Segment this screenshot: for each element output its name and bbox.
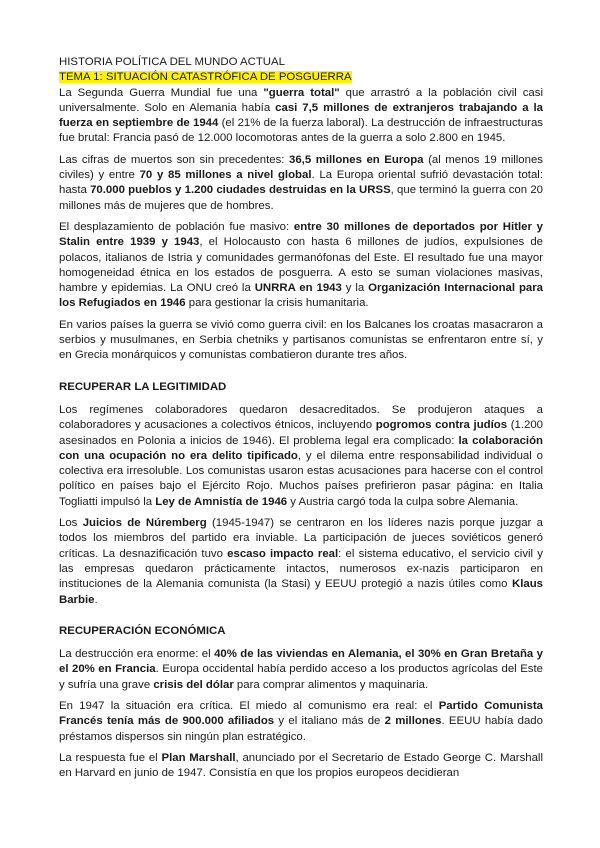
text-run: . La Europa oriental sufrió devastación total: hasta [59, 169, 543, 197]
text-run: (al menos 19 millones civiles) y entre [59, 153, 543, 182]
bold-text: la colaboración con una ocupación no era delito tipificado [59, 434, 544, 462]
bold-text: 70.000 pueblos y 1.200 ciudades destruidas en la URSS [90, 184, 391, 197]
bold-text: UNRRA en 1943 [254, 282, 342, 295]
text-run: En 1947 la situación era crítica. El miedo al comunismo era real: el [59, 699, 439, 712]
document-title: HISTORIA POLÍTICA DEL MUNDO ACTUAL [59, 56, 285, 68]
section-heading: RECUPERAR LA LEGITIMIDAD [59, 380, 227, 393]
sections-block [59, 380, 543, 782]
text-run: El desplazamiento de población fue masivo: [59, 220, 294, 233]
paragraph [59, 153, 543, 214]
bold-text: 40% de las viviendas en Alemania, el 30% en Gran Bretaña y el 20% en Francia [59, 648, 544, 676]
bold-text: 70 y 85 millones a nivel global [139, 169, 312, 182]
text-run: (1945-1947) se centraron en los líderes nazis porque juzgar a todos los miembros del partido era inviable. La participación de jueces soviéticos generó críticas. La desnazificación tuvo [59, 517, 544, 560]
paragraph [59, 220, 543, 312]
bold-text: Juicios de Núremberg [82, 517, 207, 530]
bold-text: crisis del dólar [153, 678, 234, 691]
bold-text: Partido Comunista Francés tenía más de 900.000 afiliados [59, 699, 543, 728]
text-run: Los [59, 517, 83, 530]
text-run: para gestionar la crisis humanitaria. [185, 297, 369, 310]
text-run: . Europa occidental había perdido acceso a los productos agrícolas del Este y sufría una grave [59, 663, 543, 691]
text-run: para comprar alimentos y maquinaria. [233, 678, 429, 691]
document-page [59, 55, 543, 787]
bold-text: casi 7,5 millones de extranjeros trabajando a la fuerza en septiembre de 1944 [59, 101, 544, 130]
text-run: y el italiano más de [274, 715, 385, 728]
section-heading: RECUPERACIÓN ECONÓMICA [59, 624, 226, 637]
bold-text: entre 30 millones de deportados por Hitler y Stalin entre 1939 y 1943 [59, 220, 543, 249]
text-run: : el sistema educativo, el servicio civil y las empresas quedaron prácticamente intactos, numerosos ex-nazis participaron en instituciones de la Alemania comunista (la Stasi) y EEUU protegió a nazis útiles como [59, 547, 543, 591]
text-run: La Segunda Guerra Mundial fue una [59, 86, 264, 99]
text-run: La respuesta fue el [59, 751, 162, 764]
topic-highlight: TEMA 1: SITUACIÓN CATASTRÓFICA DE POSGUERRA [59, 71, 352, 84]
intro-block [59, 86, 543, 364]
paragraph [59, 86, 543, 147]
topic-heading [59, 70, 543, 85]
text-run: y la [341, 282, 369, 295]
bold-text: escaso impacto real [227, 547, 339, 560]
text-run: . [94, 593, 98, 606]
paragraph [59, 516, 543, 608]
text-run: En varios países la guerra se vivió como guerra civil: en los Balcanes los croatas masacraron a serbios y musulmanes, en Serbia chetniks y partisanos comunistas se enfrentaron entre sí, y en Grecia monárquicos y comunistas combatieron durante tres años. [59, 318, 543, 362]
bold-text: 2 millones [384, 715, 442, 728]
bold-text: Plan Marshall [161, 751, 236, 764]
text-run: y Austria cargó toda la culpa sobre Alemania. [287, 495, 519, 508]
bold-text: Organización Internacional para los Refugiados en 1946 [59, 282, 544, 310]
text-run: que arrastró a la población civil casi universalmente. Solo en Alemania había [59, 86, 543, 114]
text-run: Las cifras de muertos son sin precedentes: [59, 153, 289, 166]
bold-text: 36,5 millones en Europa [288, 153, 424, 166]
text-run: La destrucción era enorme: el [59, 648, 215, 661]
text-run: , y el dilema entre responsabilidad individual o colectiva era irresoluble. Los comunistas usaron estas acusaciones para hacerse con el control político en países bajo el Ejército Rojo. Muchos países prefirieron pasar página: en Italia Togliatti impulsó la [59, 449, 543, 508]
text-run: . EEUU había dado préstamos dispersos sin ningún plan estratégico. [59, 715, 543, 743]
text-run: (el 21% de la fuerza laboral). La destrucción de infraestructuras fue brutal: Francia pasó de 12.000 locomotoras antes de la guerra a solo 2.800 en 1945. [59, 117, 543, 145]
paragraph [59, 647, 543, 693]
paragraph [59, 403, 543, 510]
text-run: , el Holocausto con hasta 6 millones de judíos, expulsiones de polacos, italianos de Istria y comunidades germanófonas del Este. El resultado fue una mayor homogeneidad étnica en los estados de posguerra. A esto se suman violaciones masivas, hambre y epidemias. La ONU creó la [59, 236, 543, 295]
text-run: , anunciado por el Secretario de Estado George C. Marshall en Harvard en junio de 1947. Consistía en que los propios europeos decidieran [59, 751, 543, 780]
paragraph [59, 751, 543, 782]
bold-text: Klaus Barbie [59, 578, 543, 606]
bold-text: pogromos contra judíos [375, 419, 508, 432]
paragraph [59, 699, 543, 745]
text-run: Los regímenes colaboradores quedaron desacreditados. Se produjeron ataques a colaboradores y acusaciones a colectivos étnicos, incluyendo [59, 403, 543, 432]
paragraph [59, 318, 543, 364]
bold-text: Ley de Amnistía de 1946 [155, 495, 288, 508]
text-run: , que terminó la guerra con 20 millones más de mujeres que de hombres. [59, 184, 544, 212]
bold-text: "guerra total" [263, 86, 340, 99]
text-run: (1.200 asesinados en Polonia a inicios de 1946). El problema legal era complicado: [59, 419, 543, 447]
